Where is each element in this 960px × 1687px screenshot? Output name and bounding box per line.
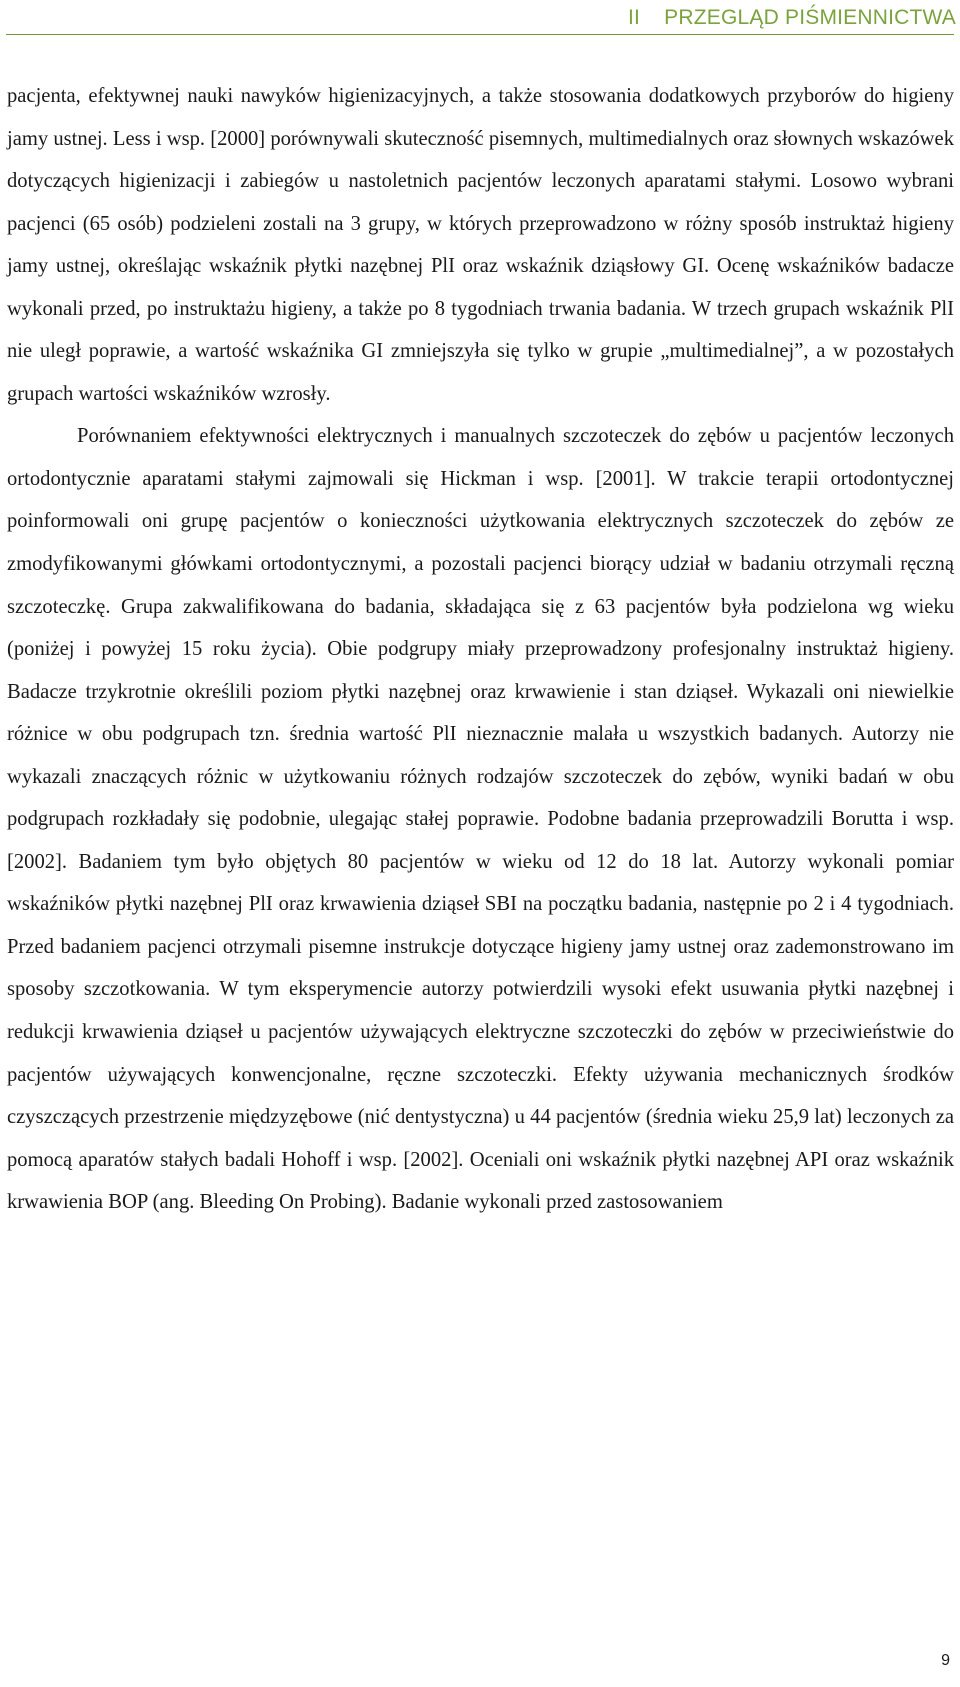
header-rule xyxy=(6,34,954,35)
paragraph-1: pacjenta, efektywnej nauki nawyków higienizacyjnych, a także stosowania dodatkowych przyborów do higieny jamy ustnej. Less i wsp. [2000] porównywali skuteczność pisemnych, multimedialnych oraz słownych wskazówek dotyczących higienizacji i zabiegów u nastoletnich pacjentów leczonych aparatami stałymi. Losowo wybrani pacjenci (65 osób) podzieleni zostali na 3 grupy, w których przeprowadzono w różny sposób instruktaż higieny jamy ustnej, określając wskaźnik płytki nazębnej PlI oraz wskaźnik dziąsłowy GI. Ocenę wskaźników badacze wykonali przed, po instruktażu higieny, a także po 8 tygodniach trwania badania. W trzech grupach wskaźnik PlI nie uległ poprawie, a wartość wskaźnika GI zmniejszyła się tylko w grupie „multimedialnej”, a w pozostałych grupach wartości wskaźników wzrosły. xyxy=(7,85,954,405)
running-header xyxy=(0,0,960,38)
section-title: II PRZEGLĄD PIŚMIENNICTWA xyxy=(627,6,956,29)
paragraph-2: Porównaniem efektywności elektrycznych i manualnych szczoteczek do zębów u pacjentów leczonych ortodontycznie aparatami stałymi zajmowali się Hickman i wsp. [2001]. W trakcie terapii ortodontycznej poinformowali oni grupę pacjentów o konieczności użytkowania elektrycznych szczoteczek do zębów ze zmodyfikowanymi główkami ortodontycznymi, a pozostali pacjenci biorący udział w badaniu otrzymali ręczną szczoteczkę. Grupa zakwalifikowana do badania, składająca się z 63 pacjentów była podzielona wg wieku (poniżej i powyżej 15 roku życia). Obie podgrupy miały przeprowadzony profesjonalny instruktaż higieny. Badacze trzykrotnie określili poziom płytki nazębnej oraz krwawienie i stan dziąseł. Wykazali oni niewielkie różnice w obu podgrupach tzn. średnia wartość PlI nieznacznie malała u wszystkich badanych. Autorzy nie wykazali znaczących różnic w użytkowaniu różnych rodzajów szczoteczek do zębów, wyniki badań w obu podgrupach rozkładały się podobnie, ulegając stałej poprawie. Podobne badania przeprowadzili Borutta i wsp. [2002]. Badaniem tym było objętych 80 pacjentów w wieku od 12 do 18 lat. Autorzy wykonali pomiar wskaźników płytki nazębnej PlI oraz krwawienia dziąseł SBI na początku badania, następnie po 2 i 4 tygodniach. Przed badaniem pacjenci otrzymali pisemne instrukcje dotyczące higieny jamy ustnej oraz zademonstrowano im sposoby szczotkowania. W tym eksperymencie autorzy potwierdzili wysoki efekt usuwania płytki nazębnej i redukcji krwawienia dziąseł u pacjentów używających elektryczne szczoteczki do zębów w przeciwieństwie do pacjentów używających konwencjonalne, ręczne szczoteczki. Efekty używania mechanicznych środków czyszczących przestrzenie międzyzębowe (nić dentystyczna) u 44 pacjentów (średnia wieku 25,9 lat) leczonych za pomocą aparatów stałych badali Hohoff i wsp. [2002]. Oceniali oni wskaźnik płytki nazębnej API oraz wskaźnik krwawienia BOP (ang. Bleeding On Probing). Badanie wykonali przed zastosowaniem xyxy=(7,425,954,1214)
page-number: 9 xyxy=(941,1652,950,1669)
body-text xyxy=(7,75,954,1224)
